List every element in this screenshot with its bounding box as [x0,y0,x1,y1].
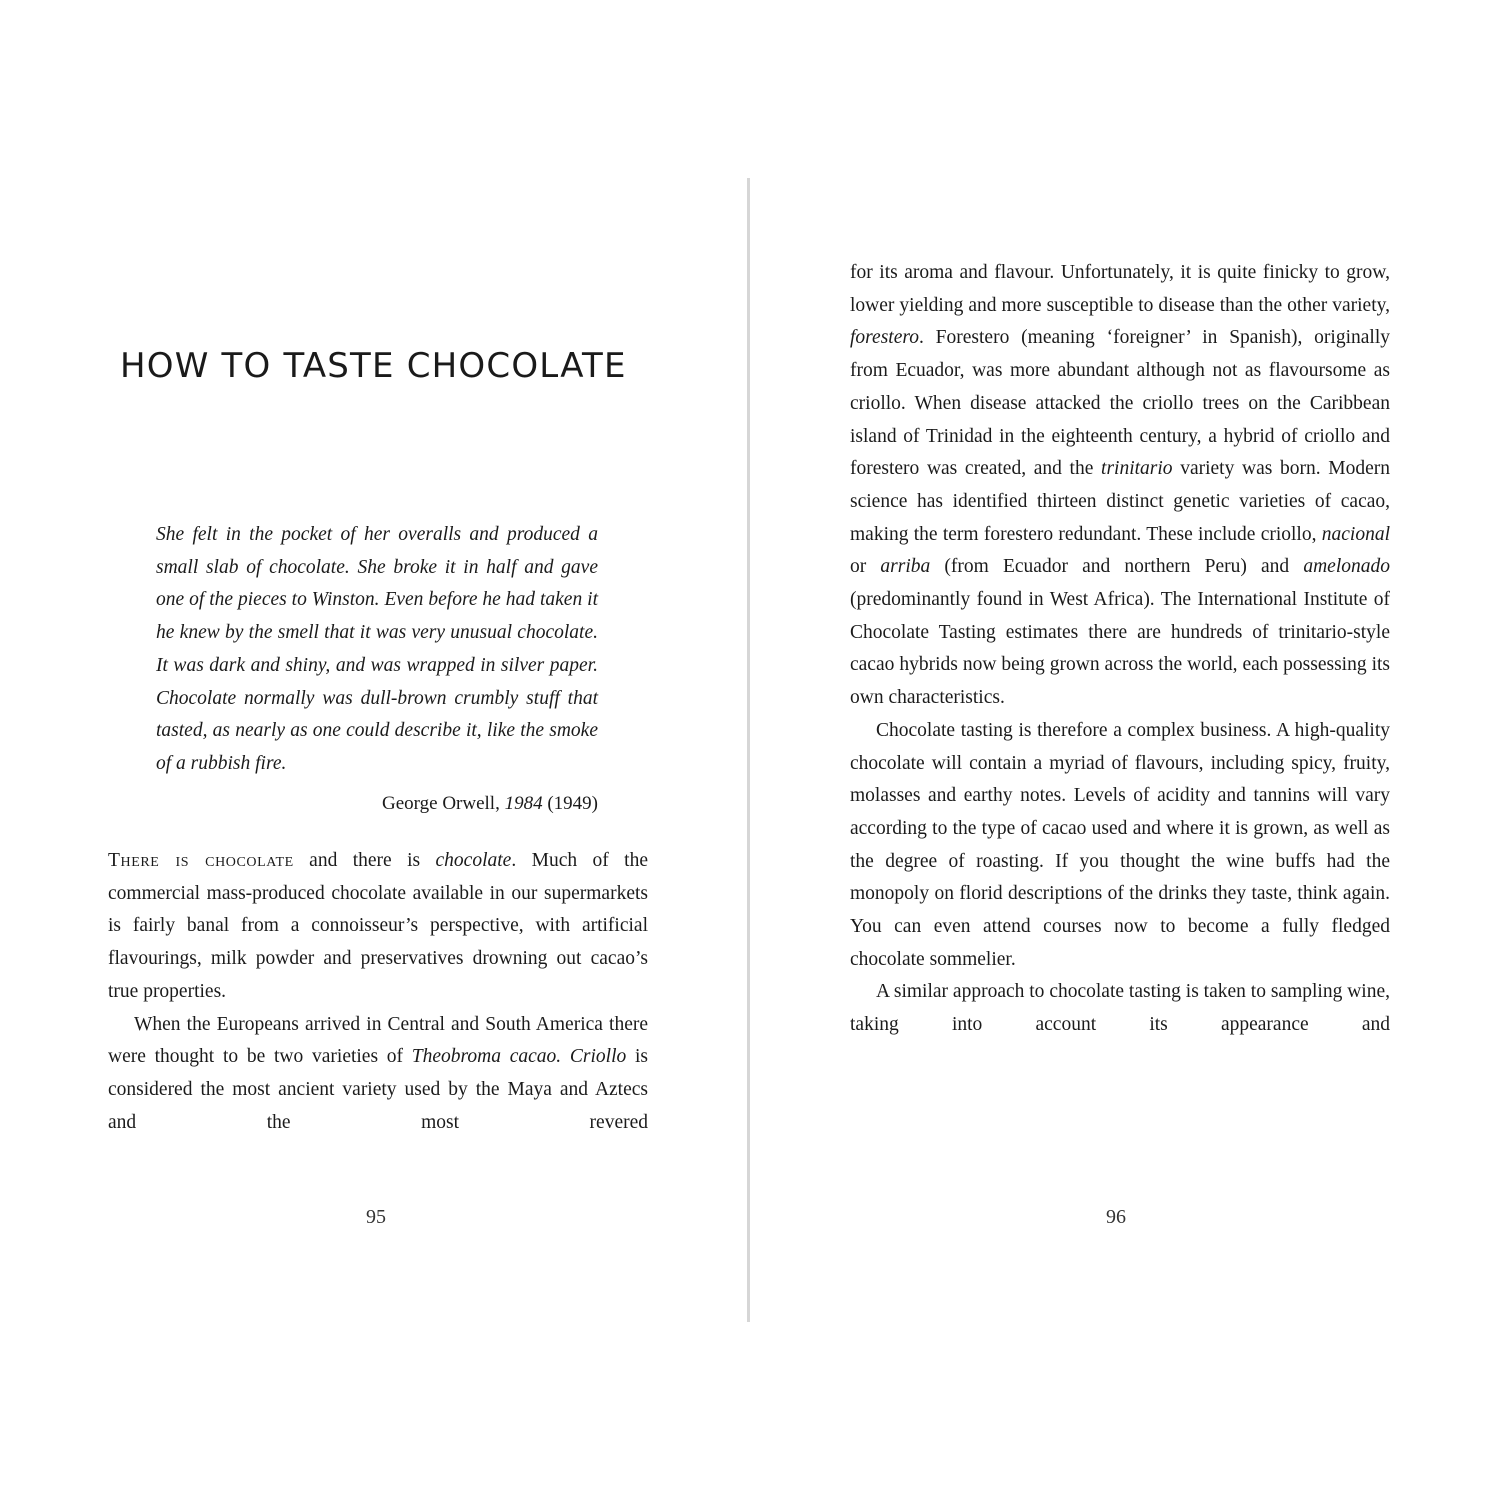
emphasis: trinitario [1101,458,1173,480]
epigraph-quote: She felt in the pocket of her overalls and produced a small slab of chocolate. She broke it in half and gave one of the pieces to Winston. Even before he had taken it he knew by the smell that it was very unusual chocolate. It was dark and shiny, and was wrapped in silver paper. Chocolate normally was dull-brown crumbly stuff that tasted, as nearly as one could describe it, like the smoke of a rubbish fire. [156,524,598,774]
left-body-text [108,845,648,1139]
text-run: . Much of the commercial mass-produced chocolate available in our supermarkets is fairly banal from a connoisseur’s perspective, with artificial flavourings, milk powder and preservatives drowning out cacao’s true properties. [108,850,648,1002]
epigraph [156,519,598,819]
right-page [850,0,1390,1500]
chapter-title: HOW TO TASTE CHOCOLATE [120,346,627,386]
right-body-text [850,257,1390,1042]
body-paragraph [108,845,648,1009]
emphasis: forestero [850,327,919,349]
text-run: for its aroma and flavour. Unfortunately, it is quite finicky to grow, lower yielding and more susceptible to disease than the other variety, [850,262,1390,316]
epigraph-work-title: 1984 [504,792,543,814]
text-run: is considered the most ancient variety used by the Maya and Aztecs and the most revered [108,1046,648,1133]
emphasis: arriba [880,556,931,578]
epigraph-attribution [156,789,598,819]
text-run: When the Europeans arrived in Central and South America there were thought to be two varieties of [108,1013,648,1068]
body-paragraph: Chocolate tasting is therefore a complex business. A high-quality chocolate will contain a myriad of flavours, including spicy, fruity, molasses and earthy notes. Levels of acidity and tannins will vary according to the type of cacao used and where it is grown, as well as the degree of roasting. If you thought the wine buffs had the monopoly on florid descriptions of the drinks they taste, think again. You can even attend courses now to become a fully fledged chocolate sommelier. [850,719,1390,970]
text-run: . Forestero (meaning ‘foreigner’ in Spanish), originally from Ecuador, was more abundant although not as flavoursome as criollo. When disease attacked the criollo trees on the Caribbean island of Trinidad in the eighteenth century, a hybrid of criollo and forestero was created, and the [850,327,1390,480]
body-paragraph: A similar approach to chocolate tasting is taken to sampling wine, taking into account its appearance and [850,981,1390,1036]
emphasis: nacional [1321,523,1390,545]
emphasis: amelonado [1303,556,1390,578]
page-number: 96 [1106,1206,1126,1228]
text-run: (from Ecuador and northern Peru) and [930,556,1304,578]
epigraph-author: George Orwell, [382,792,505,814]
left-page [108,0,648,1500]
emphasis: Theobroma cacao. Criollo [411,1046,627,1068]
text-run: or [850,556,881,578]
emphasis: chocolate [435,850,512,871]
body-paragraph [108,1009,648,1140]
body-paragraph [850,257,1390,715]
epigraph-year: (1949) [542,792,598,814]
opening-smallcaps: There is chocolate [108,850,294,871]
page-gutter-divider [747,178,750,1322]
text-run: (predominantly found in West Africa). The International Institute of Chocolate Tasting estimates there are hundreds of trinitario-style cacao hybrids now being grown across the world, each possessing its own characteristics. [850,589,1390,709]
text-run: and there is [293,850,436,871]
text-run: variety was born. Modern science has identified thirteen distinct genetic varieties of cacao, making the term forestero redundant. These include criollo, [850,458,1390,545]
page-number: 95 [366,1206,386,1228]
